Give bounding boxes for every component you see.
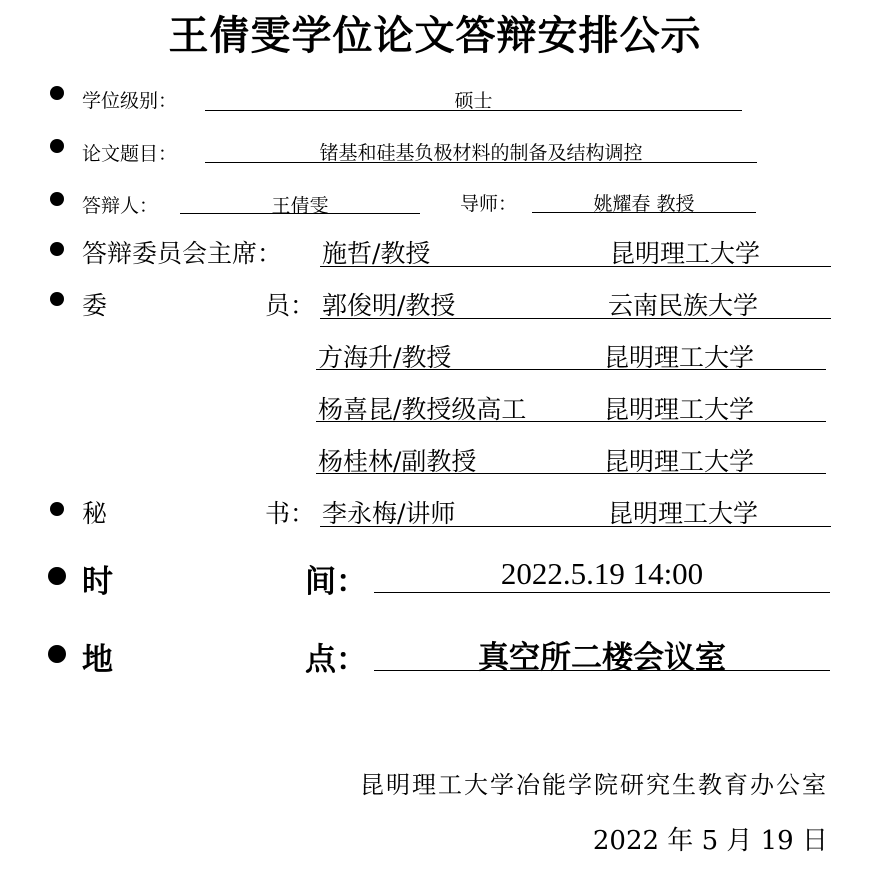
page-title: 王倩雯学位论文答辩安排公示: [168, 13, 702, 59]
time-label-right: 间：: [305, 564, 367, 600]
bullet-icon: [50, 86, 64, 100]
secretary-label-left: 秘: [82, 499, 108, 528]
place-label-right: 点：: [305, 642, 367, 678]
degree-underline: [205, 110, 742, 111]
chair-label: 答辩委员会主席：: [82, 239, 283, 268]
thesis-underline: [205, 162, 757, 163]
member-name: 杨喜昆/教授级高工: [318, 395, 527, 424]
advisor-value: 姚耀春 教授: [593, 193, 695, 215]
place-label-left: 地: [82, 642, 113, 678]
bullet-icon: [48, 645, 66, 663]
bullet-icon: [50, 192, 64, 206]
secretary-underline: [320, 526, 831, 527]
time-underline: [374, 592, 830, 593]
defender-value: 王倩雯: [271, 195, 329, 217]
chair-org: 昆明理工大学: [610, 239, 761, 268]
secretary-label-right: 书：: [265, 499, 316, 528]
thesis-value: 锗基和硅基负极材料的制备及结构调控: [319, 142, 643, 164]
degree-value: 硕士: [454, 90, 493, 112]
chair-name: 施哲/教授: [322, 239, 431, 268]
thesis-label: 论文题目：: [82, 143, 178, 165]
issuing-office: 昆明理工大学冶能学院研究生教育办公室: [360, 771, 828, 799]
member-org: 昆明理工大学: [604, 395, 755, 424]
secretary-org: 昆明理工大学: [608, 499, 759, 528]
member-org: 昆明理工大学: [604, 343, 755, 372]
member-underline: [316, 473, 826, 474]
time-label-left: 时: [82, 564, 113, 600]
member-underline: [320, 318, 831, 319]
bullet-icon: [50, 292, 64, 306]
member-name: 方海升/教授: [318, 343, 452, 372]
bullet-icon: [50, 242, 64, 256]
place-underline: [374, 670, 830, 671]
issue-date: 2022 年 5 月 19 日: [592, 826, 828, 856]
bullet-icon: [48, 567, 66, 585]
member-name: 郭俊明/教授: [322, 291, 456, 320]
bullet-icon: [50, 502, 64, 516]
member-underline: [316, 421, 826, 422]
member-org: 昆明理工大学: [604, 447, 755, 476]
bullet-icon: [50, 139, 64, 153]
degree-label: 学位级别：: [82, 90, 178, 112]
member-org: 云南民族大学: [608, 291, 759, 320]
place-value: 真空所二楼会议室: [478, 640, 726, 676]
members-label-left: 委: [82, 291, 108, 320]
advisor-underline: [532, 212, 756, 213]
member-underline: [316, 369, 826, 370]
time-value: 2022.5.19 14:00: [500, 556, 704, 591]
advisor-label: 导师：: [460, 193, 518, 215]
members-label-right: 员：: [265, 291, 316, 320]
defender-label: 答辩人：: [82, 195, 159, 217]
secretary-name: 李永梅/讲师: [322, 499, 456, 528]
member-name: 杨桂林/副教授: [318, 447, 477, 476]
defender-underline: [180, 213, 420, 214]
chair-underline: [320, 266, 831, 267]
